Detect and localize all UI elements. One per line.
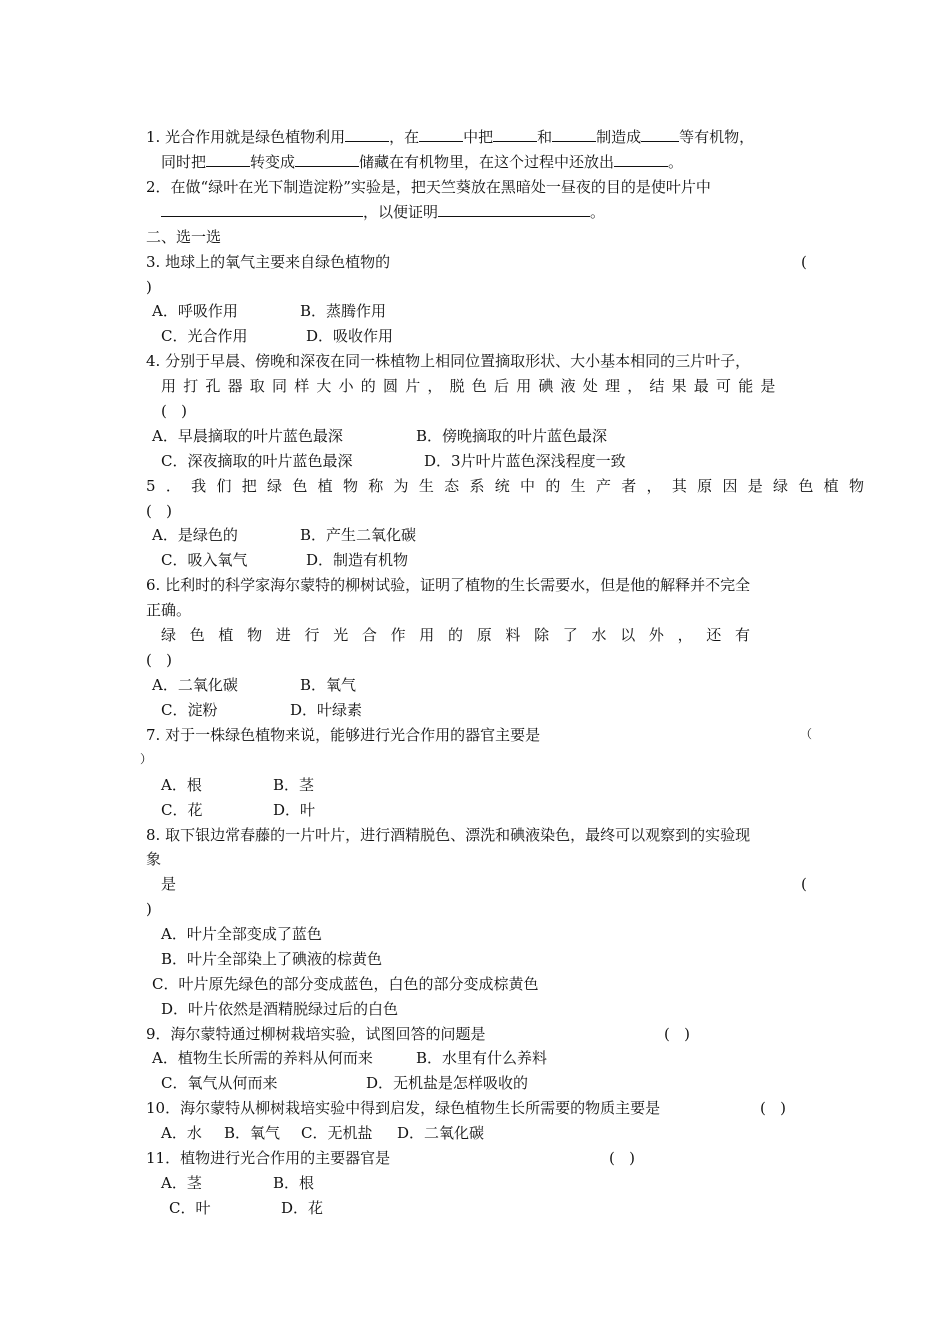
q1-text: 储藏在有机物里，在这个过程中还放出 xyxy=(359,153,615,171)
q1-text: 等有机物， xyxy=(679,128,755,146)
q1-line2 xyxy=(161,152,683,172)
q10-option-b[interactable]: B．氧气 xyxy=(224,1124,281,1142)
q9-stem: 9．海尔蒙特通过柳树栽培实验，试图回答的问题是 xyxy=(146,1025,486,1043)
blank[interactable] xyxy=(295,152,359,167)
q7-stem: 7. 对于一株绿色植物来说，能够进行光合作用的器官主要是 xyxy=(146,726,541,744)
q8-stem: 是 xyxy=(161,875,177,893)
q5-option-c[interactable]: C．吸入氧气 xyxy=(161,551,248,569)
q11-stem: 11．植物进行光合作用的主要器官是 xyxy=(146,1149,391,1167)
q6-stem: 正确。 xyxy=(146,601,192,619)
q1-text: 中把 xyxy=(463,128,494,146)
q5-option-d[interactable]: D．制造有机物 xyxy=(306,551,409,569)
q9-option-d[interactable]: D．无机盐是怎样吸收的 xyxy=(366,1074,529,1092)
q11-option-c[interactable]: C．叶 xyxy=(169,1199,211,1217)
q3-option-d[interactable]: D．吸收作用 xyxy=(306,327,394,345)
q2-text: 。 xyxy=(590,203,606,221)
q10-option-d[interactable]: D．二氧化碳 xyxy=(397,1124,485,1142)
q2-text: ，以便证明 xyxy=(363,203,439,221)
q9-option-b[interactable]: B．水里有什么养料 xyxy=(416,1049,548,1067)
blank[interactable] xyxy=(641,127,679,142)
q2-line2 xyxy=(161,202,605,222)
q10-stem: 10．海尔蒙特从柳树栽培实验中得到启发，绿色植物生长所需要的物质主要是 xyxy=(146,1099,661,1117)
q4-option-c[interactable]: C．深夜摘取的叶片蓝色最深 xyxy=(161,452,353,470)
q8-option-b[interactable]: B．叶片全部染上了碘液的棕黄色 xyxy=(161,950,383,968)
q3-option-c[interactable]: C．光合作用 xyxy=(161,327,248,345)
q6-option-d[interactable]: D．叶绿素 xyxy=(290,701,363,719)
answer-paren: ( ) xyxy=(609,1149,636,1167)
q7-option-d[interactable]: D．叶 xyxy=(273,801,316,819)
q11-option-a[interactable]: A．茎 xyxy=(161,1174,202,1192)
q8-option-c[interactable]: C．叶片原先绿色的部分变成蓝色，白色的部分变成棕黄色 xyxy=(152,975,539,993)
q8-stem: 8. 取下银边常春藤的一片叶片，进行酒精脱色、漂洗和碘液染色，最终可以观察到的实验现 xyxy=(146,826,751,844)
section-heading: 二、选一选 xyxy=(146,228,222,246)
blank[interactable] xyxy=(206,152,250,167)
answer-paren: ( ) xyxy=(760,1099,787,1117)
answer-paren-open: （ xyxy=(800,727,813,741)
q2-line1: 2．在做“绿叶在光下制造淀粉”实验是，把天竺葵放在黑暗处一昼夜的目的是使叶片中 xyxy=(146,178,711,196)
q6-option-b[interactable]: B．氧气 xyxy=(300,676,357,694)
q11-option-b[interactable]: B．根 xyxy=(273,1174,315,1192)
blank[interactable] xyxy=(552,127,596,142)
q5-option-a[interactable]: A．是绿色的 xyxy=(152,526,238,544)
blank[interactable] xyxy=(438,202,590,217)
q3-option-a[interactable]: A．呼吸作用 xyxy=(152,302,238,320)
q3-option-b[interactable]: B．蒸腾作用 xyxy=(300,302,387,320)
q10-option-c[interactable]: C．无机盐 xyxy=(301,1124,373,1142)
answer-paren-close: ) xyxy=(146,278,152,296)
q7-option-a[interactable]: A．根 xyxy=(161,776,202,794)
q11-option-d[interactable]: D．花 xyxy=(281,1199,324,1217)
answer-paren: ( ) xyxy=(146,651,173,669)
q4-stem: 用打孔器取同样大小的圆片，脱色后用碘液处理，结果最可能是 xyxy=(161,377,783,395)
blank[interactable] xyxy=(614,152,668,167)
q1-line1 xyxy=(146,127,754,147)
q6-stem: 6. 比利时的科学家海尔蒙特的柳树试验，证明了植物的生长需要水，但是他的解释并不完全 xyxy=(146,576,751,594)
blank[interactable] xyxy=(161,202,363,217)
blank[interactable] xyxy=(419,127,463,142)
q3-stem: 3. 地球上的氧气主要来自绿色植物的 xyxy=(146,253,391,271)
q6-stem: 绿色植物进行光合作用的原料除了水以外，还有 xyxy=(161,626,764,644)
q1-text: ，在 xyxy=(389,128,420,146)
answer-paren: ( ) xyxy=(664,1025,691,1043)
answer-paren-close: ） xyxy=(140,752,153,766)
q1-text: 和 xyxy=(537,128,553,146)
q8-option-d[interactable]: D．叶片依然是酒精脱绿过后的白色 xyxy=(161,1000,399,1018)
q9-option-a[interactable]: A．植物生长所需的养料从何而来 xyxy=(152,1049,373,1067)
q4-option-d[interactable]: D．3片叶片蓝色深浅程度一致 xyxy=(424,452,626,470)
q1-text: 1. 光合作用就是绿色植物利用 xyxy=(146,128,346,146)
q9-option-c[interactable]: C．氧气从何而来 xyxy=(161,1074,278,1092)
q4-stem: 4. 分别于早晨、傍晚和深夜在同一株植物上相同位置摘取形状、大小基本相同的三片叶子， xyxy=(146,352,751,370)
q1-text: 同时把 xyxy=(161,153,207,171)
q10-option-a[interactable]: A．水 xyxy=(161,1124,202,1142)
q5-stem: 5．我们把绿色植物称为生态系统中的生产者，其原因是绿色植物 xyxy=(146,477,875,495)
blank[interactable] xyxy=(493,127,537,142)
blank[interactable] xyxy=(345,127,389,142)
answer-paren: ( ) xyxy=(146,502,173,520)
q4-option-b[interactable]: B．傍晚摘取的叶片蓝色最深 xyxy=(416,427,608,445)
q1-text: 。 xyxy=(668,153,684,171)
q4-option-a[interactable]: A．早晨摘取的叶片蓝色最深 xyxy=(152,427,343,445)
q7-option-b[interactable]: B．茎 xyxy=(273,776,315,794)
q1-text: 制造成 xyxy=(596,128,642,146)
q6-option-c[interactable]: C．淀粉 xyxy=(161,701,218,719)
q5-option-b[interactable]: B．产生二氧化碳 xyxy=(300,526,417,544)
q1-text: 转变成 xyxy=(250,153,296,171)
q6-option-a[interactable]: A．二氧化碳 xyxy=(152,676,238,694)
answer-paren-close: ) xyxy=(146,900,152,918)
q8-stem: 象 xyxy=(146,850,162,868)
answer-paren-open: ( xyxy=(801,875,807,893)
q8-option-a[interactable]: A．叶片全部变成了蓝色 xyxy=(161,925,322,943)
answer-paren: ( ) xyxy=(161,402,188,420)
answer-paren-open: ( xyxy=(801,253,807,271)
q7-option-c[interactable]: C．花 xyxy=(161,801,203,819)
